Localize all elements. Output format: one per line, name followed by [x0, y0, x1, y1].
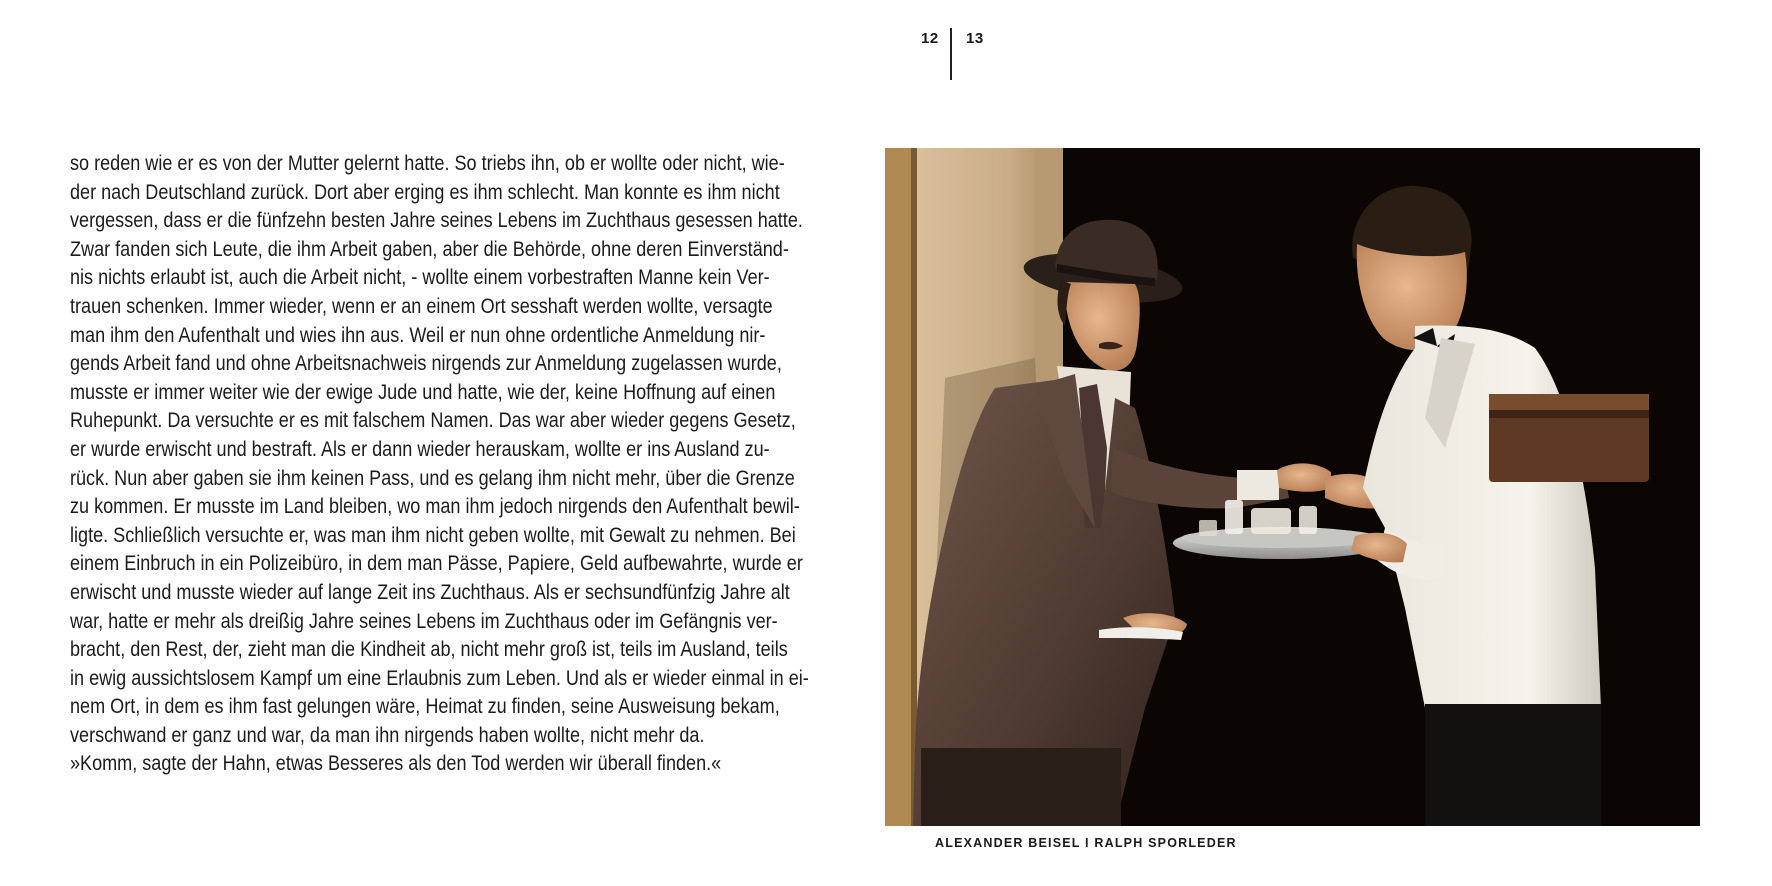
text-line: ligte. Schließlich versuchte er, was man ihm nicht geben wollte, mit Gewalt zu nehmen. Bei [70, 523, 796, 547]
stage-photo [885, 148, 1700, 826]
text-line: war, hatte er mehr als dreißig Jahre seines Lebens im Zuchthaus oder im Gefängnis ver- [70, 609, 778, 633]
stage-photo-illustration [885, 148, 1700, 826]
text-line: verschwand er ganz und war, da man ihn nirgends haben wollte, nicht mehr da. [70, 723, 705, 747]
text-line: trauen schenken. Immer wieder, wenn er an einem Ort sesshaft werden wollte, versagte [70, 294, 773, 318]
text-line: musste er immer weiter wie der ewige Jude und hatte, wie der, keine Hoffnung auf einen [70, 380, 776, 404]
text-line: nis nichts erlaubt ist, auch die Arbeit nicht, - wollte einem vorbestraften Manne kein Ver- [70, 266, 770, 290]
text-line: bracht, den Rest, der, zieht man die Kindheit ab, nicht mehr groß ist, teils im Ausland, teils [70, 638, 788, 662]
text-line: so reden wie er es von der Mutter gelernt hatte. So triebs ihn, ob er wollte oder nicht, wie- [70, 152, 785, 175]
text-line: man ihm den Aufenthalt und wies ihn aus. Weil er nun ohne ordentliche Anmeldung nir- [70, 323, 766, 347]
text-line: der nach Deutschland zurück. Dort aber erging es ihm schlecht. Man konnte es ihm nicht [70, 180, 780, 204]
text-line: gends Arbeit fand und ohne Arbeitsnachweis nirgends zur Anmeldung zugelassen wurde, [70, 352, 782, 376]
text-line: zu kommen. Er musste im Land bleiben, wo man ihm jedoch nirgends den Aufenthalt bewil- [70, 495, 800, 519]
text-line: erwischt und musste wieder auf lange Zeit ins Zuchthaus. Als er sechsundfünfzig Jahre alt [70, 580, 790, 604]
body-text [70, 150, 809, 779]
text-line: »Komm, sagte der Hahn, etwas Besseres als den Tod werden wir überall finden.« [70, 752, 722, 776]
text-line: in ewig aussichtslosem Kampf um eine Erlaubnis zum Leben. Und als er wieder einmal in ei- [70, 666, 809, 690]
page-number-right: 13 [966, 30, 984, 47]
text-line: Ruhepunkt. Da versuchte er es mit falschem Namen. Das war aber wieder gegens Gesetz, [70, 409, 796, 433]
text-line: vergessen, dass er die fünfzehn besten Jahre seines Lebens im Zuchthaus gesessen hatte. [70, 209, 803, 233]
text-line: Zwar fanden sich Leute, die ihm Arbeit gaben, aber die Behörde, ohne deren Einverständ- [70, 237, 789, 261]
text-line: nem Ort, in dem es ihm fast gelungen wäre, Heimat zu finden, seine Ausweisung bekam, [70, 695, 780, 719]
page-number-left: 12 [921, 30, 939, 47]
text-line: rück. Nun aber gaben sie ihm keinen Pass, und es gelang ihm nicht mehr, über die Grenze [70, 466, 795, 490]
photo-caption: ALEXANDER BEISEL I RALPH SPORLEDER [935, 836, 1237, 850]
text-line: einem Einbruch in ein Polizeibüro, in dem man Pässe, Papiere, Geld aufbewahrte, wurde er [70, 552, 803, 576]
text-line: er wurde erwischt und bestraft. Als er dann wieder herauskam, wollte er ins Ausland zu- [70, 437, 770, 461]
page-divider [950, 28, 952, 80]
